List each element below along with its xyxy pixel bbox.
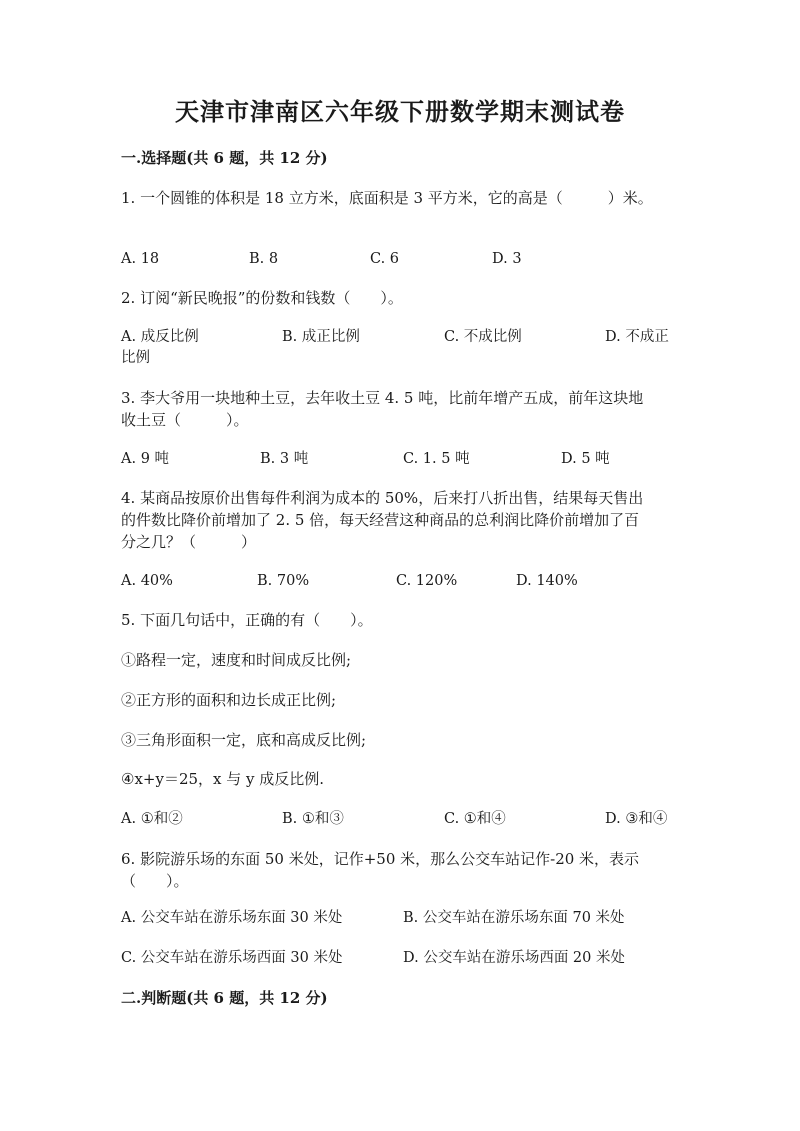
question-4-text-line-3: 分之几？（ ） (121, 533, 257, 551)
question-5-text: 5. 下面几句话中，正确的有（ ）。 (121, 611, 373, 629)
question-4-text-line-1: 4. 某商品按原价出售每件利润为成本的 50%，后来打八折出售，结果每天售出 (121, 489, 644, 507)
question-1-option-a: A. 18 (121, 251, 160, 267)
question-6-option-c: C. 公交车站在游乐场西面 30 米处 (121, 950, 343, 966)
question-4-option-d: D. 140% (516, 573, 578, 589)
question-6-option-d: D. 公交车站在游乐场西面 20 米处 (403, 950, 625, 966)
question-3-text-line-2: 收土豆（ ）。 (121, 411, 249, 429)
question-6-option-a: A. 公交车站在游乐场东面 30 米处 (121, 910, 343, 926)
question-2-option-b: B. 成正比例 (282, 329, 360, 345)
question-6-text-line-2: （ ）。 (121, 872, 189, 890)
question-2-option-d-continued: 比例 (121, 350, 150, 366)
question-1-option-b: B. 8 (249, 251, 279, 267)
question-3-text-line-1: 3. 李大爷用一块地种土豆，去年收土豆 4. 5 吨，比前年增产五成，前年这块地 (121, 389, 644, 407)
question-4-option-a: A. 40% (121, 573, 173, 589)
question-6-option-b: B. 公交车站在游乐场东面 70 米处 (403, 910, 625, 926)
question-5-option-b: B. ①和③ (282, 811, 344, 827)
question-4-option-c: C. 120% (396, 573, 458, 589)
question-2-option-a: A. 成反比例 (121, 329, 199, 345)
question-4-text-line-2: 的件数比降价前增加了 2. 5 倍，每天经营这种商品的总利润比降价前增加了百 (121, 511, 640, 529)
question-5-option-d: D. ③和④ (605, 811, 668, 827)
question-1-option-c: C. 6 (370, 251, 400, 267)
section-heading-choice: 一.选择题(共 6 题，共 12 分) (121, 149, 328, 167)
question-3-option-c: C. 1. 5 吨 (403, 451, 470, 467)
question-5-statement-3: ③三角形面积一定，底和高成反比例; (121, 731, 367, 749)
question-1-option-d: D. 3 (492, 251, 522, 267)
question-1-text: 1. 一个圆锥的体积是 18 立方米，底面积是 3 平方米，它的高是（ ）米。 (121, 189, 653, 207)
question-5-option-a: A. ①和② (121, 811, 183, 827)
question-3-option-b: B. 3 吨 (260, 451, 309, 467)
question-6-text-line-1: 6. 影院游乐场的东面 50 米处，记作+50 米，那么公交车站记作-20 米，表示 (121, 850, 640, 868)
question-2-option-d: D. 不成正 (605, 329, 669, 345)
question-2-text: 2. 订阅“新民晚报”的份数和钱数（ ）。 (121, 289, 403, 307)
question-3-option-a: A. 9 吨 (121, 451, 170, 467)
question-3-option-d: D. 5 吨 (561, 451, 610, 467)
section-heading-judgement: 二.判断题(共 6 题，共 12 分) (121, 989, 328, 1007)
question-5-statement-2: ②正方形的面积和边长成正比例; (121, 691, 337, 709)
question-5-option-c: C. ①和④ (444, 811, 506, 827)
question-5-statement-4: ④x+y＝25，x 与 y 成反比例. (121, 770, 325, 788)
page-title: 天津市津南区六年级下册数学期末测试卷 (175, 97, 625, 126)
question-4-option-b: B. 70% (257, 573, 310, 589)
question-5-statement-1: ①路程一定，速度和时间成反比例; (121, 651, 352, 669)
question-2-option-c: C. 不成比例 (444, 329, 522, 345)
